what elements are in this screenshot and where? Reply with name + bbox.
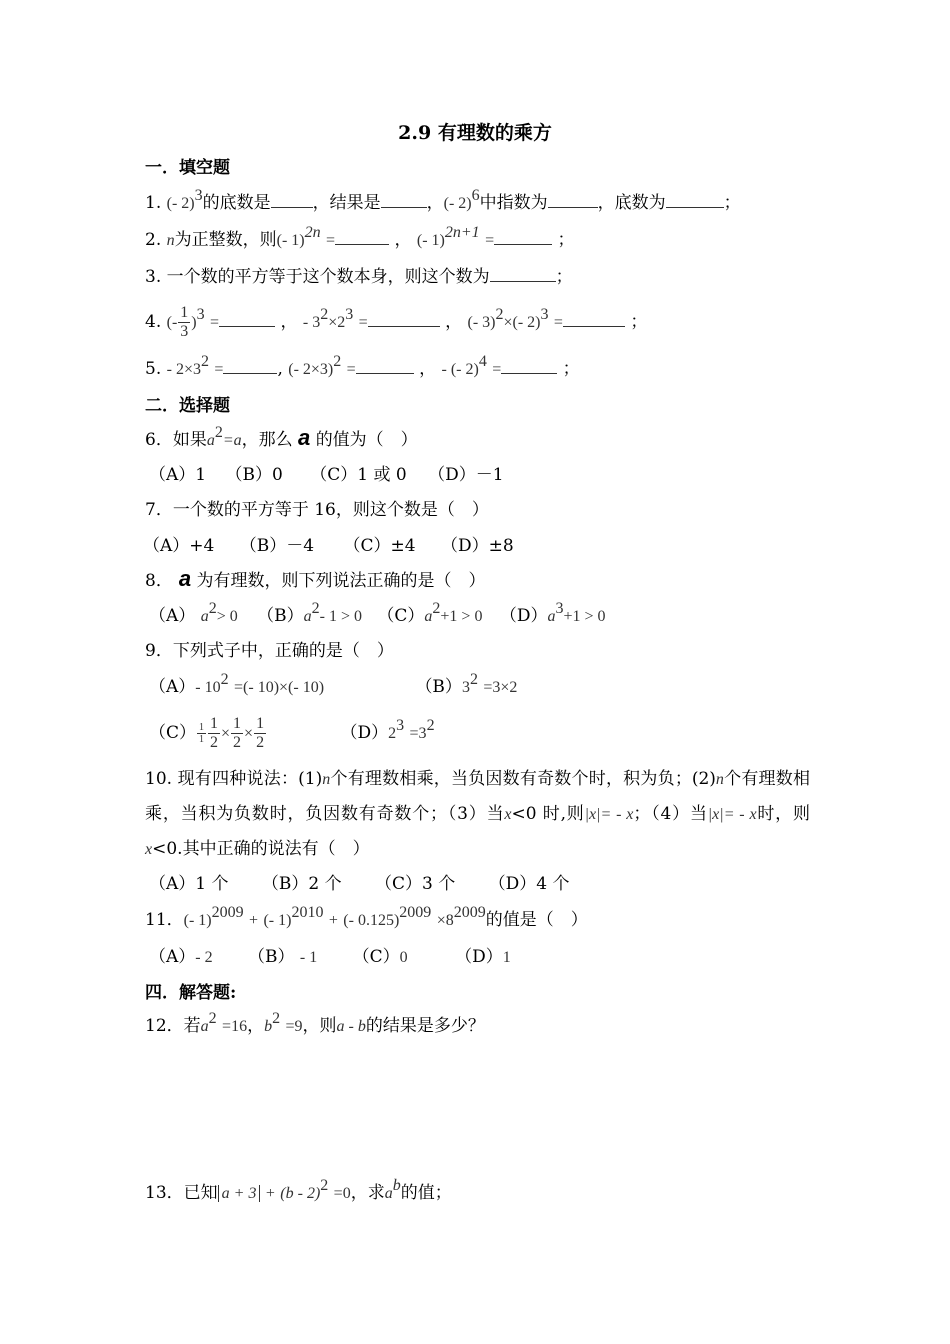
question-6: 6．如果$a^2=a$，那么 a 的值为（ ） bbox=[145, 424, 418, 450]
question-8-options bbox=[149, 600, 606, 628]
fraction: $\frac{1}{3}$ bbox=[180, 304, 189, 340]
question-4: 4. (- $\frac{1}{3}$ )$^3$ = ， - $3^2\times 2^3$ = ， (- 3)$^2$×(- 2)$^3$ = ； bbox=[145, 304, 648, 340]
answer-blank[interactable] bbox=[368, 312, 440, 327]
option-d[interactable]: （D）±8 bbox=[440, 536, 514, 556]
option-c[interactable]: $(C)a^2+1 > 0$ bbox=[377, 600, 483, 626]
option-b[interactable]: （B）－4 bbox=[239, 536, 315, 556]
option-a[interactable]: （A）- 2 bbox=[149, 947, 213, 967]
option-c[interactable]: （C）3 个 bbox=[375, 874, 456, 894]
option-d[interactable]: （D）－1 bbox=[428, 465, 504, 485]
option-d[interactable]: $(D)2^3 =3^2$ bbox=[340, 717, 435, 743]
question-5: 5. - $2\times 3^2$ = , (- 2×3)$^2$ = ， - (- 2)$^4$ = ； bbox=[145, 353, 580, 379]
answer-blank[interactable] bbox=[356, 359, 414, 374]
question-12: 12．若$a^2 =16$，$b^2 =9$，则a - b的结果是多少？ bbox=[145, 1010, 485, 1036]
option-a[interactable]: （A）+4 bbox=[143, 536, 215, 556]
option-b[interactable]: $(B)a^2-$ 1 > 0 bbox=[257, 600, 362, 626]
option-a[interactable]: （A） $a^2> 0$ bbox=[149, 600, 238, 626]
option-c[interactable]: （C） $\frac{1}{1}$ $\frac{1}{2}$ × $\frac{1}{2}$ × $\frac{1}{2}$ bbox=[149, 715, 265, 751]
answer-blank[interactable] bbox=[381, 193, 427, 208]
answer-blank[interactable] bbox=[548, 193, 598, 208]
option-b[interactable]: （B） - 1 bbox=[248, 947, 318, 967]
option-d[interactable]: $(D)a^3+1 > 0$ bbox=[499, 600, 606, 626]
answer-blank[interactable] bbox=[494, 230, 552, 245]
question-9-options-cd bbox=[149, 715, 435, 752]
answer-blank[interactable] bbox=[666, 193, 724, 208]
option-a[interactable]: （A）- $10^2$ =(- 10)×(- 10) bbox=[149, 671, 325, 697]
answer-blank[interactable] bbox=[219, 312, 275, 327]
question-8: 8． a 为有理数，则下列说法正确的是（ ） bbox=[145, 566, 486, 591]
fraction: $\frac{1}{1}$ bbox=[199, 722, 205, 745]
question-10: 10. 现有四种说法：(1)n个有理数相乘，当负因数有奇数个时，积为负；(2)n个有理数相乘，当积为负数时，负因数有奇数个；（3）当x<0 时,则|x|= - x；（4）当|x|= - x时，则x<0.其中正确的说法有（ ） bbox=[145, 769, 810, 859]
answer-blank[interactable] bbox=[490, 267, 556, 282]
question-9: 9．下列式子中，正确的是（ ） bbox=[145, 641, 394, 661]
option-b[interactable]: $(B)3^2 =3\times 2$ bbox=[415, 671, 518, 697]
option-d[interactable]: （D）1 bbox=[455, 947, 511, 967]
fraction: $\frac{1}{2}$ bbox=[256, 715, 265, 751]
option-c[interactable]: （C）0 bbox=[352, 947, 408, 967]
option-d[interactable]: （D）4 个 bbox=[488, 874, 570, 894]
answer-blank[interactable] bbox=[271, 193, 313, 208]
option-c[interactable]: （C）±4 bbox=[343, 536, 416, 556]
page-title: 2.9 有理数的乘方 bbox=[398, 122, 552, 144]
option-c[interactable]: （C）1 或 0 bbox=[310, 465, 407, 485]
question-10-options bbox=[149, 873, 570, 895]
question-1: 1. (- 2)$^3$的底数是 ，结果是 ，(- 2)$^6$中指数为 ，底数为 ； bbox=[145, 187, 741, 213]
question-6-options bbox=[149, 464, 504, 486]
question-3: 3. 一个数的平方等于这个数本身，则这个数为 ； bbox=[145, 267, 573, 287]
answer-blank[interactable] bbox=[501, 359, 557, 374]
fraction: $\frac{1}{2}$ bbox=[233, 715, 242, 751]
question-7: 7．一个数的平方等于 16，则这个数是（ ） bbox=[145, 500, 489, 520]
question-7-options bbox=[143, 535, 514, 557]
option-b[interactable]: （B）0 bbox=[225, 465, 283, 485]
answer-blank[interactable] bbox=[223, 359, 277, 374]
question-2: 2. n为正整数，则(- 1)$^{2n}$ = ， (- 1)$^{2n+1}$ = ； bbox=[145, 224, 575, 250]
question-11-options bbox=[149, 946, 511, 969]
section-fill-in: 一．填空题 bbox=[145, 158, 230, 178]
question-11: 11．(- 1)$^{2009}$ + (- 1)$^{2010}$ + (- $0.125)^{2009} \times 8^{2009}$的值是（ ） bbox=[145, 904, 588, 930]
option-b[interactable]: （B）2 个 bbox=[261, 874, 342, 894]
option-a[interactable]: （A）1 个 bbox=[149, 874, 229, 894]
answer-blank[interactable] bbox=[335, 230, 389, 245]
option-a[interactable]: （A）1 bbox=[149, 465, 207, 485]
fraction: $\frac{1}{2}$ bbox=[210, 715, 219, 751]
section-solve: 四．解答题: bbox=[145, 983, 237, 1003]
question-9-options-ab bbox=[149, 671, 518, 699]
section-choice: 二．选择题 bbox=[145, 396, 230, 416]
question-13: 13．已知 a + 3 + (b - 2)$^2$ =0，求$a^b$的值； bbox=[145, 1177, 452, 1203]
answer-blank[interactable] bbox=[563, 312, 625, 327]
